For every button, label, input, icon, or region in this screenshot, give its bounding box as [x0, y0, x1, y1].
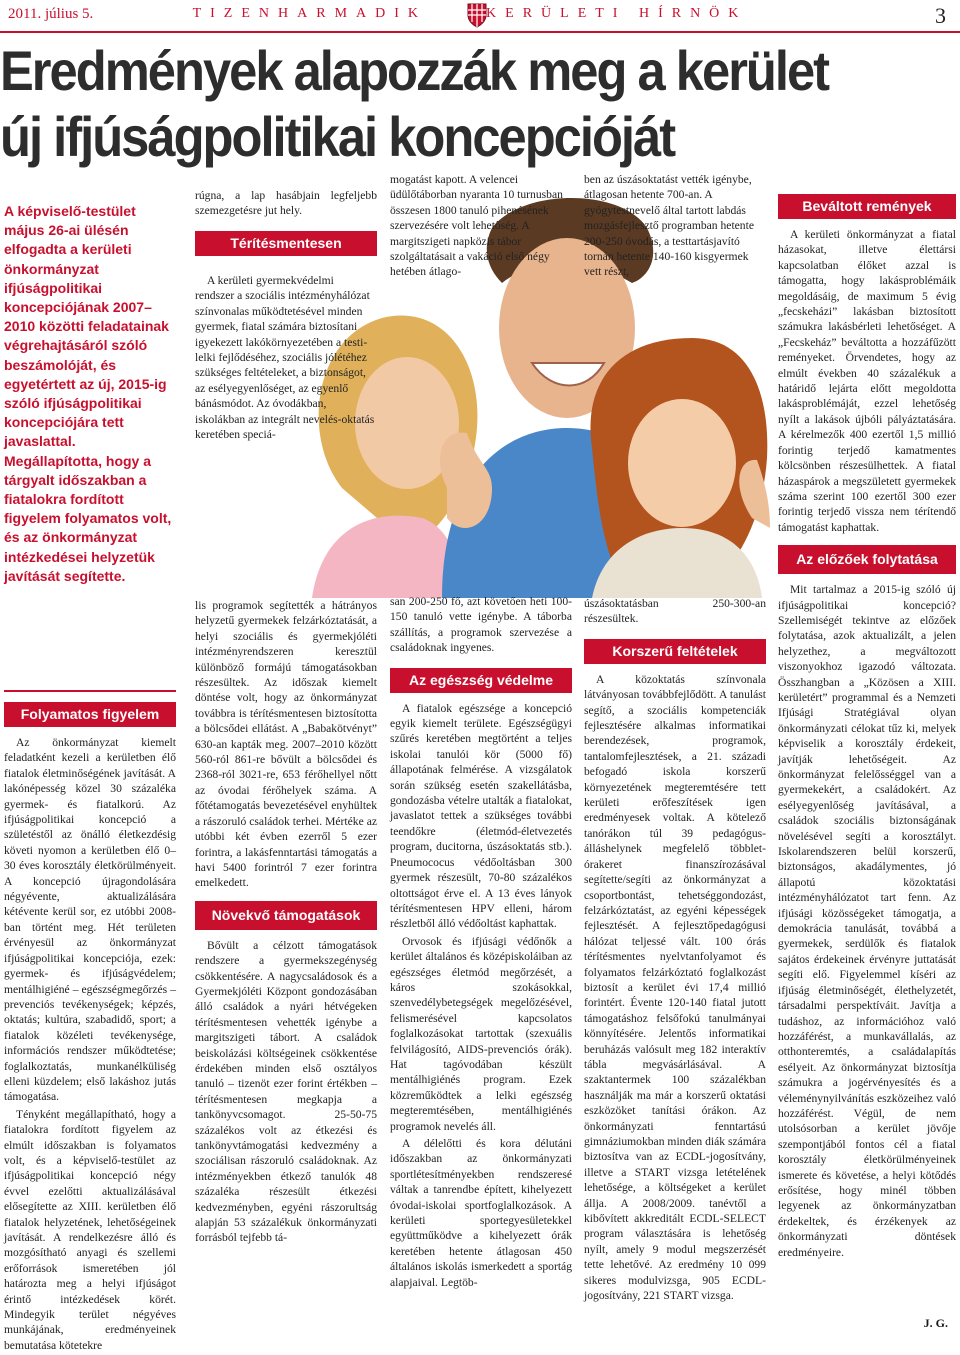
- subheading-az-elozoek-folytatasa: Az előzőek folytatása: [778, 545, 956, 574]
- column-3: [390, 594, 572, 1292]
- paragraph: ben az úszásoktatást vették igénybe, átlagosan hetente 700-an. A gyógytestnevelő által tartott labdás mozgásfejlesztő programban hetente 200-250 óvodás, a testtartásjavító tornán hetente 140-160 kisgyermek vett részt,: [584, 173, 754, 279]
- column-4: [584, 596, 766, 1305]
- headline-line-1: Eredmények alapozzák meg a kerület: [0, 39, 829, 102]
- column-2-top: [195, 188, 377, 262]
- district-crest-icon: [466, 2, 488, 28]
- paragraph: A fiatalok egészsége a koncepció egyik kiemelt területe. Egészségügyi szűrés keretében megtörtént a teljes iskolai tanulói kör (5000 fő) állapotának felmérése. A vizsgálatok során szükség esetén szakellátásba, gondozásba vételre utalták a fiatalokat, javaslatot tettek a szükséges további teendőkre (életmód-életvezetés program, ducitorna, úszásoktatás stb.). Pneumococus védőoltásban 300 gyermek részesült, 70-80 százalékos oltottságot érve el. A 13 éves lányok térítésmentesen HPV elleni, három részletből álló védőoltást kaphattak.: [390, 701, 572, 931]
- article-lead: A képviselő-testület május 26-ai ülésén elfogadta a kerületi önkormányzat ifjúságpolitikai koncepciójának 2007–2010 közötti feladatainak végrehajtásáról szóló beszámolóját, és egyetértett az új, 2015-ig szóló ifjúságpolitikai koncepciójára tett javaslattal. Megállapította, hogy a tárgyalt időszakban a fiatalokra fordított figyelem folyamatos volt, és az önkormányzat intézkedései helyzetük javítását segítette.: [4, 203, 172, 584]
- subheading-bevaltott-remenyek: Beváltott remények: [778, 194, 956, 219]
- column-5: [778, 194, 956, 1262]
- masthead: [0, 0, 960, 30]
- paragraph: Bővült a célzott támogatások rendszere a gyermekszegénység csökkentésére. A nagycsaládosok és a Gyermekjóléti Központ gondozásában álló családok a nyári hétvégeken térítésmentesen vehették igénybe a margitszigeti tábort. A családok beiskolázási költségeinek csökkentése érdekében minden első osztályos tanuló – tizenöt ezer forint értékben – térítésmentesen megkapja a tankönyvcsomagot. 25-50-75 százalékos volt az étkezési és tankönyvtámogatási kedvezmény a szociálisan rászoruló családoknak. Az intézményekben étkező tanulók 48 százaléka részesült étkezési kedvezményben, egyéni rászorultság alapján 53 százalékuk önkormányzati forrásból tejfebb tá-: [195, 938, 377, 1245]
- subheading-korszeru-feltetelek: Korszerű feltételek: [584, 639, 766, 664]
- paragraph: A kerületi önkormányzat a fiatal házasokat, illetve élettársi kapcsolatban élőket azzal is támogatta, hogy lakásproblémáik megoldásáig, de maximum 5 évig „fecskeházi” lakásban biztosított számukra lakásbérleti lehetőséget. A „Fecskeház” beváltotta a hozzáfűzött reményeket. Örvendetes, hogy az elmúlt években 40 százalékuk a határidő lejárta előtt megoldotta lakásproblémáját, ezzel lehetőség nyílt a lakások újbóli pályáztatására. A kérelmezők 400 ezertől 1,5 millió forintig terjedő kamatmentes kölcsönben részesülhettek. A fiatal házaspárok a megszületett gyermekek száma szerint 100 ezertől 300 ezer forintig terjedő vissza nem térítendő támogatást kaphattak.: [778, 228, 956, 534]
- paragraph: rúgna, a lap hasábjain legfeljebb szemezgetésre jut hely.: [195, 189, 377, 218]
- headline-line-2: új ifjúságpolitikai koncepcióját: [0, 105, 675, 168]
- author-signature: J. G.: [923, 1316, 948, 1330]
- paragraph: Mit tartalmaz a 2015-ig szóló új ifjúságpolitikai koncepció? Szellemiségét tekintve az előzőek folytatása, azok aktualizált, a jelen helyzethez, a megváltozott viszonyokhoz igazodó változata. Összhangban a „Közösen a XIII. kerületért” programmal és a Nemzeti Ifjúsági Stratégiával olyan önkormányzati célokat tűz ki, melyek képviselik a korosztály érdekeit, javítják lehetőségeit. Az önkormányzat felelősséggel van a gyermekekért, a családokért. Az esélyegyenlőség javításával, a családok szociális biztonságának növelésével segíti a korosztályt. Iskolarendszeren belül korszerű, biztonságos, akadálymentes, jó állapotú közoktatási intézményhálózatot tart fenn. Az ifjúsági közösségeket támogatja, a demokrácia tanulását, továbbá a gyermekek, serdülők és fiatalok sajátos érdekeinek érvényre juttatását segíti elő. Figyelemmel kíséri az ifjúság életminőségét, élethelyzetét, társadalmi perspektíváit. Javítja a tudáshoz, az információhoz való hozzáférést, a munkavállalás, az otthonteremtés, a családalapítás esélyeit. Az önkormányzat biztosítja számukra a jogérvényesítés és a véleménynyilvánítás eszközeihez való hozzáférést. Végül, de nem utolsósorban a kerület jövője szempontjából fontos cél a fiatal korosztály életkörülményeinek ismerete és követése, a helyi kötődés erősítése, hogy minél többen legyenek az önkormányzatban érdekeltek, és érzékenyek az önkormányzati döntések eredményeire.: [778, 583, 956, 1259]
- paragraph: A közoktatás színvonala látványosan továbbfejlődött. A tanulást segítő, a szociális kompetenciák fejlesztésére alkalmas informatikai berendezések, programok, tantalomfejlesztések, a 21. századi befogadó iskola korszerű környezetének megteremtésére tett kerületi erőfeszítések igen eredményesek voltak. A kötelező tanórákon túl 39 pedagógus-álláshelynek megfelelő többlet-órakeret finanszírozásával segítette/segíti az önkormányzat a csoportbontást, tehetséggondozást, felzárkóztatást, az egyéni képességek fejlesztését. A fejlesztőpedagógusi hálózat teljessé vált. 100 órás térítésmentes nyelvtanfolyamot és folyamatos felzárkóztató foglalkozást biztosít a kerület évi 17,4 millió forintért. Évente 120-140 fiatal jutott támogatáshoz felsőfokú tanulmányai könnyítésére. Jelentős informatikai beruházás valósult meg 182 interaktív tábla megvásárlásával. A szaktantermek 100 százalékban használják ma már a korszerű oktatási eszközöket tanítási órákon. Az önkormányzati fenntartású gimnáziumokban minden diák számára biztosítva van az ECDL-jogosítvány, illetve a START vizsga letételének lehetősége, a költségeket a kerület állja. A 2008/2009. tanévtől a kibővített akkreditált ECDL-SELECT program választására is lehetőség nyílt, amely 9 modul megszerzését tette lehetővé. Az eredmény 10 099 sikeres modulvizsga, 905 ECDL-jogosítvány, 221 START vizsga.: [584, 672, 766, 1303]
- lead-rule: [4, 690, 176, 692]
- paragraph: Orvosok és ifjúsági védőnők a kerület általános és középiskoláiban az egészséges életmód megőrzését, a káros szokásokkal, szenvedélybetegségek megelőzésével, felismerésével kapcsolatos foglalkozásokat tartottak (szexuális felvilágosító, AIDS-prevenciós órák). Hat tagóvodában készült mentálhigiénés program. Ezek közreműködtek a lelki egészség megteremtésében, mentálhigiénés programok nevelés áll.: [390, 934, 572, 1133]
- subheading-novekvo-tamogatasok: Növekvő támogatások: [195, 901, 377, 930]
- paragraph: A délelőtti és kora délutáni időszakban az önkormányzati sportlétesítményekben rendszeresé váltak a tanrendbe épített, kihelyezett óvodai-iskolai sportfoglalkozások. A kerületi sportegyesületekkel együttműködve a kihelyezett órák keretében hetente átlagosan 450 általános iskolás ismerkedett a sportág alapjaival. Legtöb-: [390, 1137, 572, 1289]
- column-2: [195, 598, 377, 1248]
- column-1: [4, 702, 176, 1355]
- subheading-teritesmentesen: Térítésmentesen: [195, 231, 377, 256]
- issue-date: 2011. július 5.: [8, 6, 94, 22]
- paragraph: mogatást kapott. A velencei üdülőtáborban nyaranta 10 turnusban összesen 1800 tanuló pihenésének szervezésére volt lehetőség. A margitszigeti napközis tábor szolgáltatásait a vakáció első négy hetében átlago-: [390, 173, 563, 279]
- paragraph: Tényként megállapítható, hogy a fiatalokra fordított figyelem az elmúlt időszakban is folyamatos volt, és a képviselő-testület az ifjúságpolitikai koncepció négy évvel ezelőtti aktualizálásával elősegítette az XIII. kerületben élő fiatalok helyzetének, lehetőségeinek javítását. A rendelkezésre álló és mozgósítható anyagi és szellemi erőforrások ismeretében jól határozta meg a helyi ifjúságot érintő intézkedések körét. Mindegyik terület négyéves munkájának, eredményeinek bemutatása kötetekre: [4, 1107, 176, 1352]
- article-headline: [0, 38, 869, 170]
- paragraph: úszásoktatásban 250-300-an részesültek.: [584, 597, 766, 626]
- paragraph: Az önkormányzat kiemelt feladatként kezeli a kerületben élő fiatalok életminőségének javítását. A lakónépesség közel 30 százaléka gyermek- és fiatalkorú. Az ifjúságpolitikai koncepció a születéstől az önálló életkezdésig követi nyomon a kerületben élő 0–30 éves korosztály életkörülményeit. A koncepció újragondolására négyévente, aktualizálására kétévente kerül sor, ez utóbbi 2008-ban történt meg. Hét területen érvényesül az önkormányzat ifjúságpolitikai koncepciója, ezek: gyermek- és ifjúságvédelem; mentálhigiéné – egészségmegőrzés – prevenciós tevékenységek; képzés, oktatás; kultúra, szabadidő, sport; a fiatalok közéleti tevékenysége, információs rendszer működtetése; foglalkoztatás, munkanélküliség elleni küzdelem; első lakáshoz jutás támogatása.: [4, 736, 176, 1104]
- title-left: TIZENHARMADIK: [192, 6, 428, 21]
- title-right: KERÜLETI HÍRNÖK: [486, 6, 748, 21]
- paragraph: lis programok segítették a hátrányos helyzetű gyermekek felzárkóztatását, a helyi szociális és gyermekjóléti intézményrendszeren keresztül különböző formájú támogatásokban részesültek. Az időszak kiemelt döntése volt, hogy az önkormányzat továbbra is térítésmentesen biztosította a bölcsődei ellátást. A „Babakötvényt” 630-an kapták meg. 2007–2010 között 560-ról 861-re bővült a bölcsődei és 2368-ról 3021-re, 653 férőhellyel nőtt az óvodai férőhelyek száma. A főtétamogatás bevezetésével enyhültek a rászoruló családok terhei. Mértéke az utóbbi két évben ezerről 5 ezer forintra, a lakásfenntartási támogatás a havi 5400 forintról 7 ezer forintra emelkedett.: [195, 599, 377, 890]
- subheading-az-egeszseg-vedelme: Az egészség védelme: [390, 668, 572, 693]
- page-number: 3: [935, 3, 946, 28]
- masthead-rule: [0, 31, 960, 33]
- paragraph: A kerületi gyermekvédelmi rendszer a szociális intézményhálózat színvonalas működtetésével minden gyermek, fiatal számára biztosítani igyekezett lakókörnyezetében a testi-lelki fejlődéséhez, szociális jólétéhez szükséges feltételeket, a biztonságot, az esélyegyenlőséget, az egyenlő bánásmódot. Az óvodákban, iskolákban az integrált nevelés-oktatás keretében speciá-: [195, 274, 375, 442]
- column-4-top: [584, 172, 764, 280]
- column-2-wrap: [195, 273, 375, 442]
- column-3-top: [390, 172, 570, 280]
- paragraph: san 200-250 fő, azt követően heti 100-150 tanuló vette igénybe. A táborba szállítás, a programok szervezése a családoknak ingyenes.: [390, 595, 572, 655]
- subheading-folyamatos-figyelem: Folyamatos figyelem: [4, 702, 176, 727]
